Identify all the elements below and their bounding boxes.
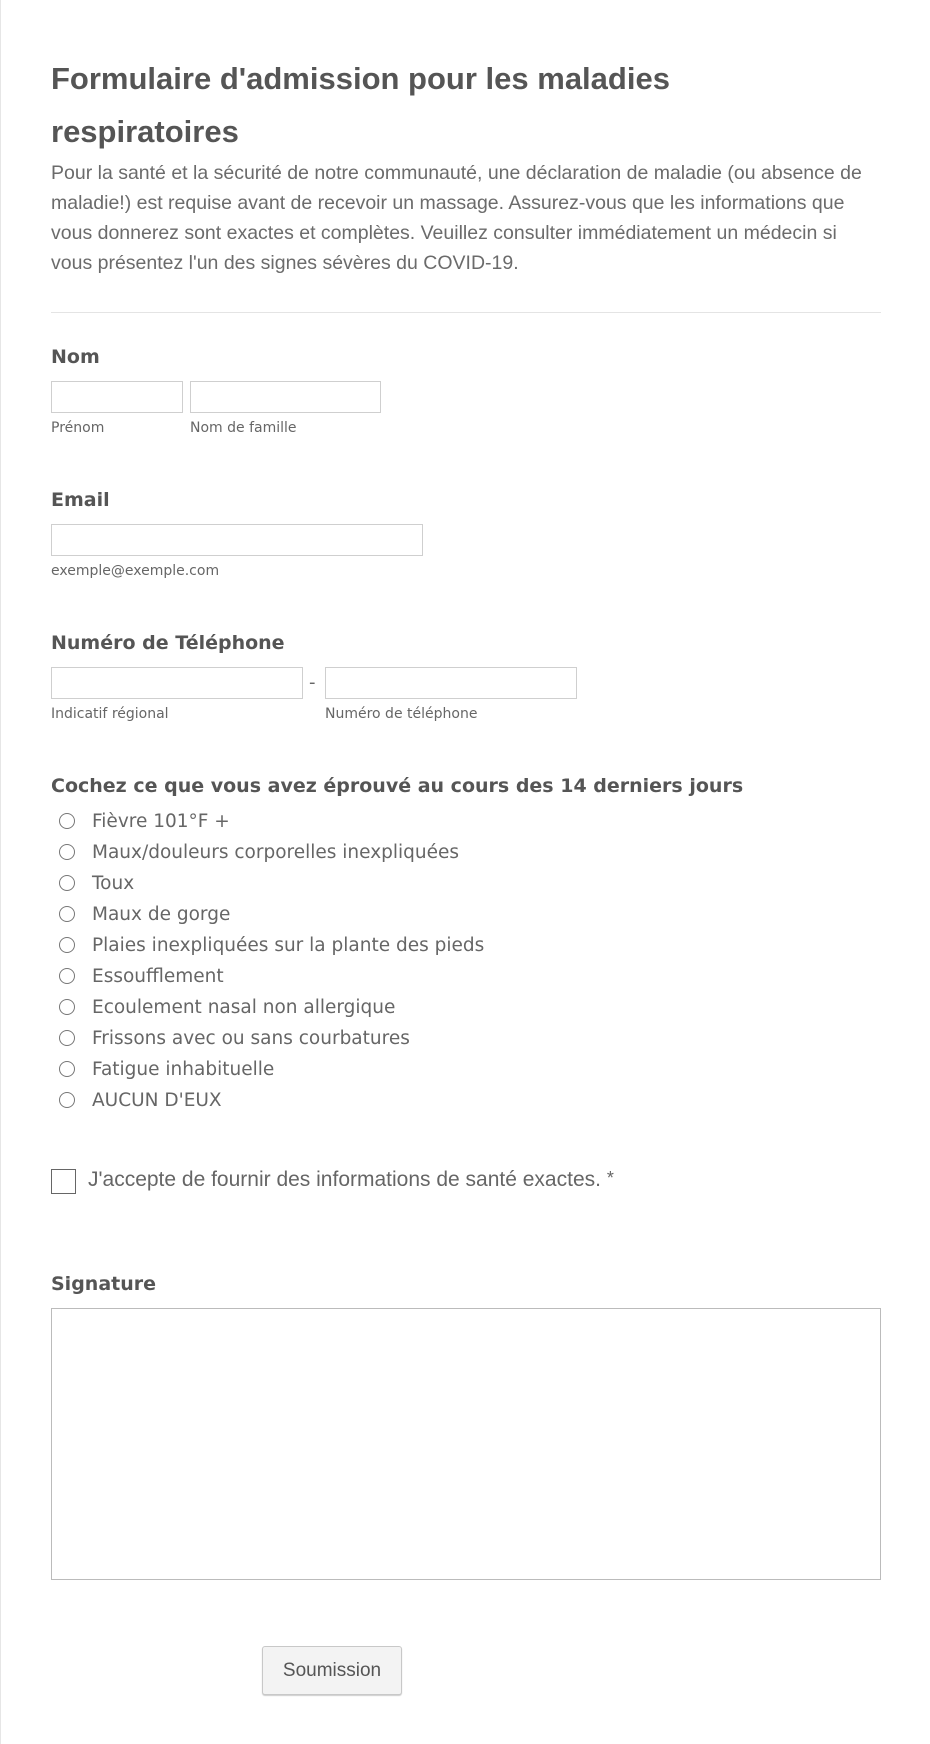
consent-text: J'accepte de fournir des informations de santé exactes.: [88, 1168, 601, 1191]
phone-label: Numéro de Téléphone: [51, 632, 285, 654]
form-description: Pour la santé et la sécurité de notre communauté, une déclaration de maladie (ou absence de maladie!) est requise avant de recevoir un massage. Assurez-vous que les informations que vous donnerez sont exactes et complètes. Veuillez consulter immédiatement un médecin si vous présentez l'un des signes sévères du COVID-19.: [51, 162, 862, 274]
symptom-option[interactable]: [59, 1055, 274, 1083]
phone-separator: -: [309, 672, 316, 693]
area-code-input[interactable]: [51, 667, 303, 699]
first-name-sublabel: Prénom: [51, 420, 105, 436]
signature-label: Signature: [51, 1273, 157, 1295]
radio-icon[interactable]: [59, 1061, 75, 1077]
last-name-input[interactable]: [190, 381, 381, 413]
symptom-option-label: Essoufflement: [92, 965, 224, 987]
symptom-option[interactable]: [59, 962, 224, 990]
email-label: Email: [51, 489, 110, 511]
symptom-option[interactable]: [59, 869, 134, 897]
consent-label[interactable]: [88, 1168, 614, 1192]
submit-button[interactable]: Soumission: [262, 1646, 402, 1695]
symptom-option[interactable]: [59, 931, 484, 959]
symptom-option[interactable]: [59, 900, 230, 928]
radio-icon[interactable]: [59, 937, 75, 953]
symptom-option-label: Toux: [92, 872, 135, 894]
symptom-option-label: Frissons avec ou sans courbatures: [92, 1027, 410, 1049]
name-label: Nom: [51, 346, 100, 368]
symptom-option-label: Maux de gorge: [92, 903, 231, 925]
consent-checkbox[interactable]: [51, 1169, 76, 1194]
last-name-sublabel: Nom de famille: [190, 420, 297, 436]
radio-icon[interactable]: [59, 968, 75, 984]
signature-pad[interactable]: [51, 1308, 881, 1580]
symptom-option[interactable]: [59, 993, 395, 1021]
symptom-option[interactable]: [59, 1086, 222, 1114]
symptom-option[interactable]: [59, 1024, 410, 1052]
area-code-sublabel: Indicatif régional: [51, 706, 169, 722]
radio-icon[interactable]: [59, 999, 75, 1015]
symptom-option[interactable]: [59, 838, 459, 866]
radio-icon[interactable]: [59, 813, 75, 829]
required-mark: *: [606, 1168, 614, 1188]
symptom-option-label: Plaies inexpliquées sur la plante des pieds: [92, 934, 485, 956]
divider: [51, 312, 881, 313]
symptom-option[interactable]: [59, 807, 230, 835]
symptom-option-label: AUCUN D'EUX: [92, 1089, 222, 1111]
email-sublabel: exemple@exemple.com: [51, 563, 220, 579]
first-name-input[interactable]: [51, 381, 183, 413]
phone-number-sublabel: Numéro de téléphone: [325, 706, 478, 722]
symptom-option-label: Fièvre 101°F +: [92, 810, 230, 832]
radio-icon[interactable]: [59, 1092, 75, 1108]
symptom-option-label: Maux/douleurs corporelles inexpliquées: [92, 841, 460, 863]
symptom-option-label: Ecoulement nasal non allergique: [92, 996, 396, 1018]
radio-icon[interactable]: [59, 1030, 75, 1046]
phone-number-input[interactable]: [325, 667, 577, 699]
symptoms-label: Cochez ce que vous avez éprouvé au cours des 14 derniers jours: [51, 775, 744, 797]
radio-icon[interactable]: [59, 906, 75, 922]
radio-icon[interactable]: [59, 844, 75, 860]
radio-icon[interactable]: [59, 875, 75, 891]
form-title: Formulaire d'admission pour les maladies respiratoires: [51, 61, 670, 149]
symptom-option-label: Fatigue inhabituelle: [92, 1058, 275, 1080]
email-input[interactable]: [51, 524, 423, 556]
